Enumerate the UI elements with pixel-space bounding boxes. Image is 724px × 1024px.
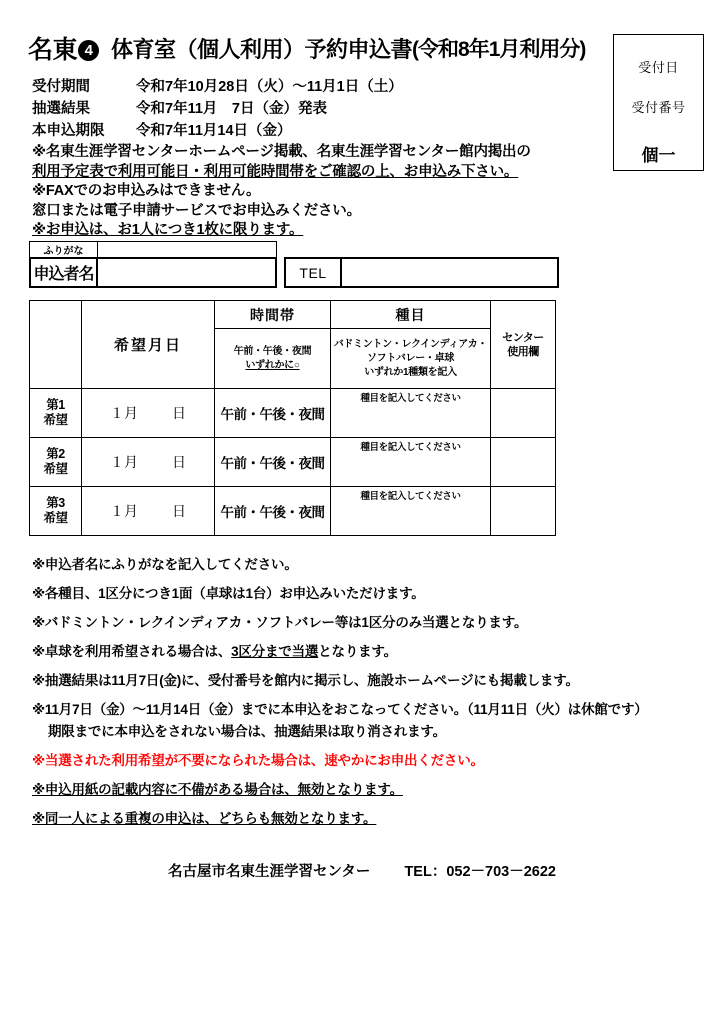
table-row bbox=[30, 389, 556, 438]
footnote-item bbox=[32, 644, 692, 660]
footnote-text-head: ※卓球を利用希望される場合は、 bbox=[32, 644, 232, 659]
form-title-main: 体育室（個人利用）予約申込書 bbox=[111, 36, 413, 62]
applicant-name-label: 申込者名 bbox=[29, 257, 98, 288]
row-kind-input[interactable] bbox=[331, 487, 491, 536]
schedule-value: 令和7年10月28日（火）～11月1日（土） bbox=[136, 79, 403, 95]
schedule-row bbox=[32, 76, 607, 98]
row-kind-input[interactable] bbox=[331, 389, 491, 438]
row-date-input[interactable] bbox=[82, 389, 215, 438]
row-kind-input[interactable] bbox=[331, 438, 491, 487]
row-day: 日 bbox=[172, 405, 186, 421]
footnote-item: ※バドミントン・レクインディアカ・ソフトバレー等は1区分のみ当選となります。 bbox=[32, 615, 528, 630]
footer-organization: 名古屋市名東生涯学習センター bbox=[168, 864, 371, 880]
row-month: １月 bbox=[110, 503, 138, 519]
header-time-detail bbox=[215, 329, 331, 389]
page-title bbox=[28, 28, 608, 68]
receipt-date-label: 受付日 bbox=[638, 60, 679, 75]
schedule-row bbox=[32, 98, 607, 120]
notice-line: 窓口または電子申請サービスでお申込みください。 bbox=[32, 202, 361, 219]
table-row bbox=[30, 487, 556, 536]
reservation-table bbox=[29, 300, 556, 536]
footnote-item: ※抽選結果は11月7日(金)に、受付番号を館内に掲示し、施設ホームページにも掲載します。 bbox=[32, 673, 579, 688]
row-time-options[interactable]: 午前・午後・夜間 bbox=[215, 487, 331, 536]
row-rank bbox=[30, 438, 82, 487]
row-time-options[interactable]: 午前・午後・夜間 bbox=[215, 389, 331, 438]
header-kind-sub-1: バドミントン・レクインディアカ・ bbox=[333, 338, 488, 350]
header-kind-sub-2: ソフトバレー・卓球 bbox=[366, 352, 455, 364]
footnote-item: ※申込用紙の記載内容に不備がある場合は、無効となります。 bbox=[32, 782, 403, 797]
header-date: 希望月日 bbox=[82, 301, 215, 389]
schedule-block bbox=[32, 76, 607, 142]
row-rank bbox=[30, 487, 82, 536]
header-center-use-line2: 使用欄 bbox=[507, 345, 539, 358]
footer-contact bbox=[0, 860, 724, 881]
schedule-label: 受付期間 bbox=[32, 79, 90, 95]
notice-block bbox=[32, 143, 622, 241]
schedule-label: 抽選結果 bbox=[32, 101, 90, 117]
row-rank-line1: 第1 bbox=[46, 398, 65, 412]
row-day: 日 bbox=[172, 454, 186, 470]
row-date-input[interactable] bbox=[82, 438, 215, 487]
header-time: 時間帯 bbox=[215, 301, 331, 329]
footnote-text-underlined: 3区分まで当選 bbox=[231, 644, 319, 659]
footnote-text-tail: となります。 bbox=[318, 644, 397, 659]
header-time-sub-1: 午前・午後・夜間 bbox=[233, 345, 312, 357]
row-month: １月 bbox=[110, 405, 138, 421]
applicant-name-input[interactable] bbox=[97, 257, 277, 288]
receipt-number-label: 受付番号 bbox=[631, 100, 686, 115]
row-month: １月 bbox=[110, 454, 138, 470]
form-title-period: (令和8年1月利用分) bbox=[412, 38, 586, 61]
header-kind: 種目 bbox=[331, 301, 491, 329]
row-rank-line2: 希望 bbox=[43, 511, 68, 525]
schedule-value: 令和7年11月 7日（金）発表 bbox=[136, 101, 327, 117]
footnote-item: ※各種目、1区分につき1面（卓球は1台）お申込みいただけます。 bbox=[32, 586, 425, 601]
header-kind-detail bbox=[331, 329, 491, 389]
footnote-item: 期限までに本申込をされない場合は、抽選結果は取り消されます。 bbox=[48, 724, 446, 739]
footnote-item-alert: ※当選された利用希望が不要になられた場合は、速やかにお申出ください。 bbox=[32, 753, 484, 768]
row-rank-line2: 希望 bbox=[43, 413, 68, 427]
notice-line: ※お申込は、お1人につき1枚に限ります。 bbox=[32, 222, 304, 238]
notice-line: ※FAXでのお申込みはできません。 bbox=[32, 183, 261, 199]
schedule-row bbox=[32, 120, 607, 142]
row-rank-line1: 第3 bbox=[46, 496, 65, 510]
row-time-options[interactable]: 午前・午後・夜間 bbox=[215, 438, 331, 487]
facility-code-badge: 4 bbox=[78, 40, 99, 61]
furigana-input[interactable] bbox=[98, 241, 277, 258]
footer-tel: TEL：052－703－2622 bbox=[404, 864, 556, 880]
applicant-block bbox=[29, 241, 559, 289]
facility-code-prefix: 名東 bbox=[28, 36, 78, 64]
row-rank-line2: 希望 bbox=[43, 462, 68, 476]
row-kind-hint: 種目を記入してください bbox=[360, 491, 461, 502]
tel-input[interactable] bbox=[342, 257, 559, 288]
schedule-value: 令和7年11月14日（金） bbox=[136, 123, 292, 139]
row-center-use bbox=[491, 389, 556, 438]
header-center-use-line1: センター bbox=[502, 331, 544, 344]
row-center-use bbox=[491, 487, 556, 536]
schedule-label: 本申込期限 bbox=[32, 123, 105, 139]
receipt-stamp-box bbox=[613, 34, 704, 171]
footnote-item: ※申込者名にふりがなを記入してください。 bbox=[32, 557, 298, 572]
row-center-use bbox=[491, 438, 556, 487]
header-time-sub-2: いずれかに○ bbox=[245, 359, 300, 371]
furigana-label: ふりがな bbox=[29, 241, 98, 258]
row-kind-hint: 種目を記入してください bbox=[360, 442, 461, 453]
footnote-block bbox=[32, 557, 692, 840]
receipt-code: 個一 bbox=[641, 146, 676, 165]
tel-label: TEL bbox=[284, 257, 342, 288]
header-center-use bbox=[491, 301, 556, 389]
row-date-input[interactable] bbox=[82, 487, 215, 536]
header-rank bbox=[30, 301, 82, 389]
table-header-row-top bbox=[30, 301, 556, 329]
row-day: 日 bbox=[172, 503, 186, 519]
footnote-item: ※11月7日（金）～11月14日（金）までに本申込をおこなってください。（11月11日（火）は休館です） bbox=[32, 702, 648, 717]
notice-line: 利用予定表で利用可能日・利用可能時間帯をご確認の上、お申込み下さい。 bbox=[32, 163, 519, 180]
header-kind-sub-3: いずれか1種類を記入 bbox=[364, 366, 457, 378]
footnote-item: ※同一人による重複の申込は、どちらも無効となります。 bbox=[32, 811, 377, 826]
row-rank-line1: 第2 bbox=[46, 447, 65, 461]
row-rank bbox=[30, 389, 82, 438]
row-kind-hint: 種目を記入してください bbox=[360, 393, 461, 404]
notice-line: ※名東生涯学習センターホームページ掲載、名東生涯学習センター館内掲出の bbox=[32, 144, 531, 160]
facility-code bbox=[28, 30, 104, 66]
table-row bbox=[30, 438, 556, 487]
